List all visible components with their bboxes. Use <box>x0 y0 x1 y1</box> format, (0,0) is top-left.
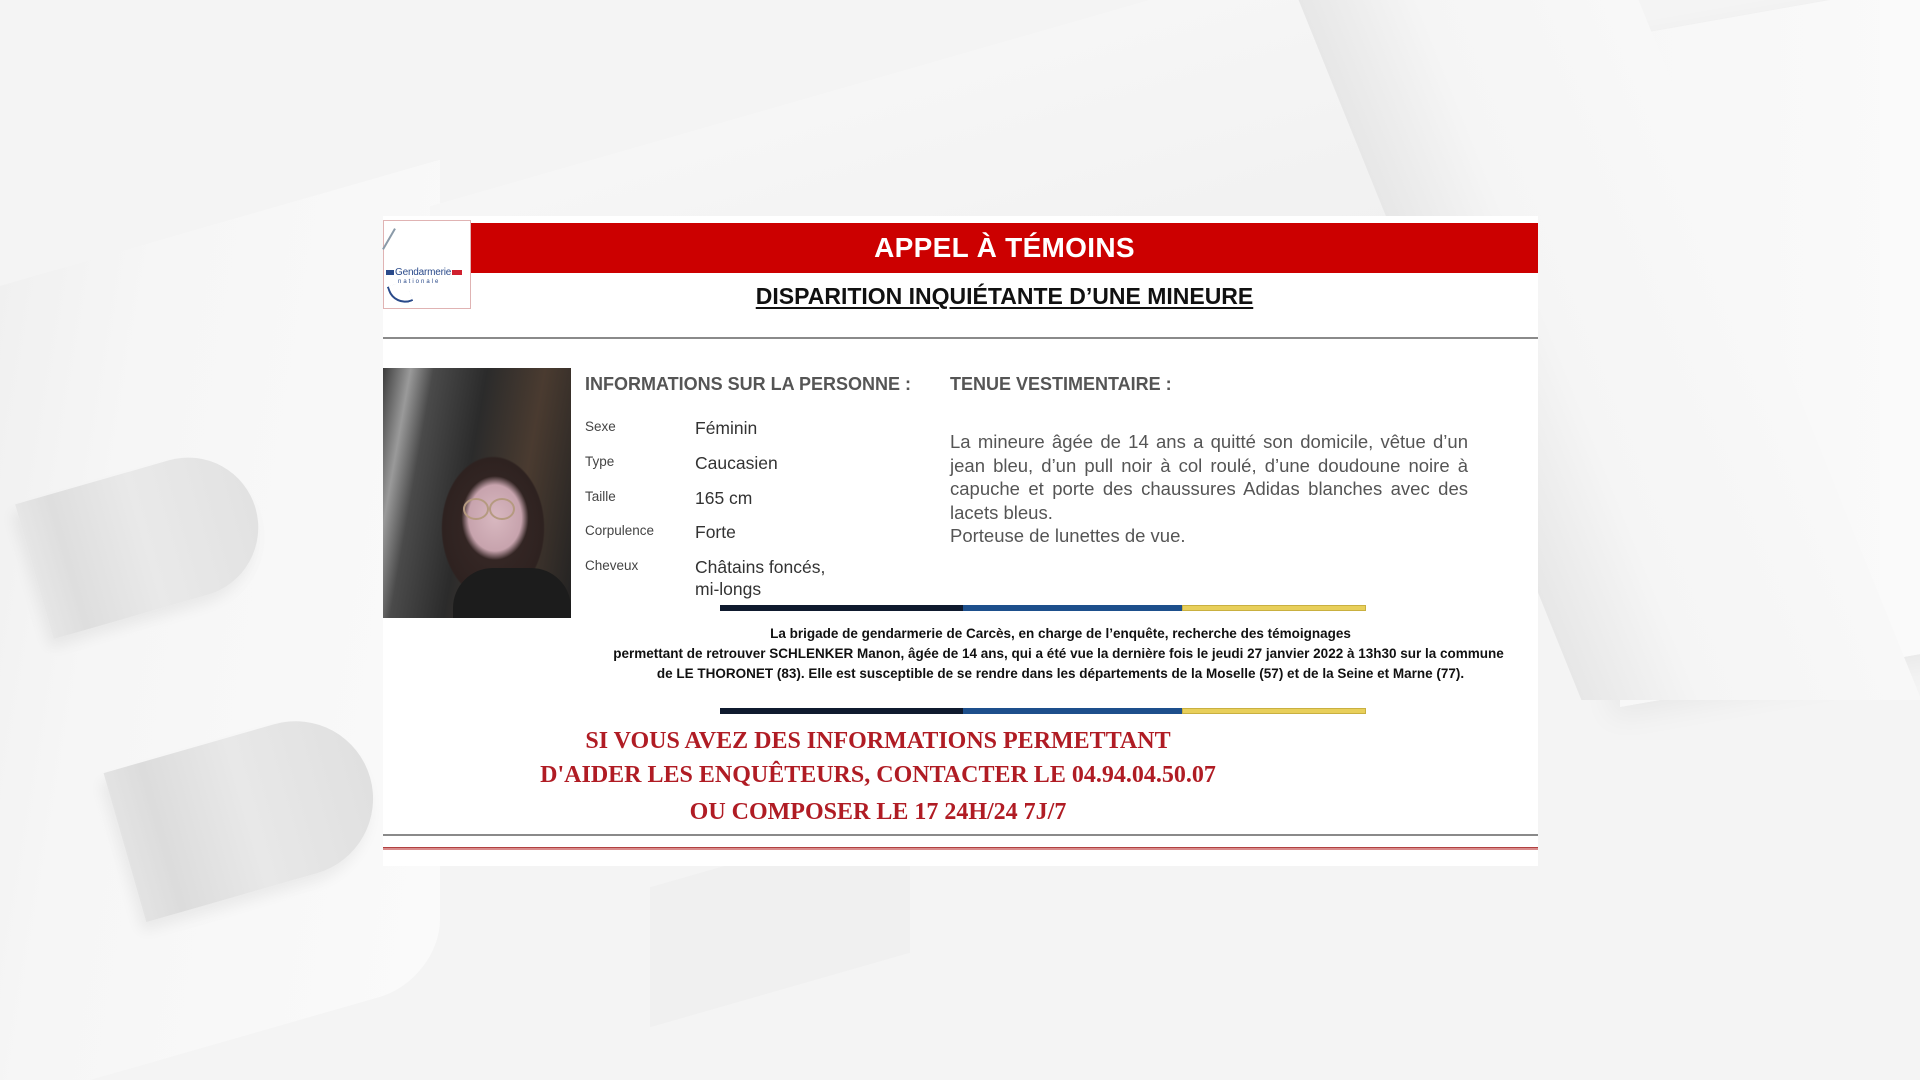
missing-person-photo <box>383 368 571 618</box>
gendarmerie-logo <box>383 220 471 309</box>
clothing-heading: TENUE VESTIMENTAIRE : <box>950 374 1172 394</box>
photo-detail <box>489 498 515 520</box>
person-info-heading: INFORMATIONS SUR LA PERSONNE : <box>585 374 912 394</box>
photo-detail <box>453 568 571 618</box>
witness-appeal-poster: Gendarmerie nationale APPEL À TÉMOINS DISPARITION INQUIÉTANTE D’UNE MINEURE INFORMATIONS SUR LA PERSONNE : Sexe Féminin Type Caucasien Taille 165 cm Corpulence Forte Cheveux Châtains foncés, mi-longs TENUE VESTIMENTAIRE : La mineure âgée de 14 ans a quitté son domicile, vêtue d’un jean bleu, d’un pull noir à col roulé, d’une doudoune noire à capuche et porte des chaussures Adidas blanches avec des lacets bleus. Porteuse de lunettes de vue. La brigade de gendarmerie de Carcès, en charge de l’enquête, recherche des témoignages permettant de retrouver SCHLENKER Manon, âgée de 14 ans, qui a été vue la dernière fois le jeudi 27 janvier 2022 à 13h30 sur la commune de LE THORONET (83). Elle est susceptible de se rendre dans les départements de la Moselle (57) et de la Seine et Marne (77). SI VOUS AVEZ DES INFORMATIONS PERMETTANT D'AIDER LES ENQUÊTEURS, CONTACTER LE 04.94.04.50.07 OU COMPOSER LE 17 24H/24 7J/7 <box>383 216 1538 866</box>
flag-red-icon <box>452 270 462 275</box>
tricolor-divider <box>720 708 1366 714</box>
tricolor-divider <box>720 605 1366 611</box>
banner-title: APPEL À TÉMOINS <box>471 223 1538 273</box>
flag-blue-icon <box>386 270 394 275</box>
contact-call-to-action: SI VOUS AVEZ DES INFORMATIONS PERMETTANT D'AIDER LES ENQUÊTEURS, CONTACTER LE 04.94.04.50.07 OU COMPOSER LE 17 24H/24 7J/7 <box>540 728 1216 825</box>
photo-detail <box>463 498 489 520</box>
logo-name: Gendarmerie <box>395 267 452 278</box>
logo-subtitle: nationale <box>398 279 441 285</box>
divider <box>383 337 1538 339</box>
logo-mark-icon <box>382 228 396 250</box>
page-subtitle: DISPARITION INQUIÉTANTE D’UNE MINEURE <box>755 283 1254 309</box>
divider-red <box>383 847 1538 850</box>
clothing-note: Porteuse de lunettes de vue. <box>950 525 1186 546</box>
clothing-description: La mineure âgée de 14 ans a quitté son domicile, vêtue d’un jean bleu, d’un pull noir à col roulé, d’une doudoune noire à capuche et porte des chaussures Adidas blanches avec des lacets bleus. Porteuse de lunettes de vue. <box>950 431 1468 546</box>
divider <box>383 834 1538 836</box>
investigation-notice: La brigade de gendarmerie de Carcès, en charge de l’enquête, recherche des témoignages permettant de retrouver SCHLENKER Manon, âgée de 14 ans, qui a été vue la dernière fois le jeudi 27 janvier 2022 à 13h30 sur la commune de LE THORONET (83). Elle est susceptible de se rendre dans les départements de la Moselle (57) et de la Seine et Marne (77). <box>613 626 1504 681</box>
